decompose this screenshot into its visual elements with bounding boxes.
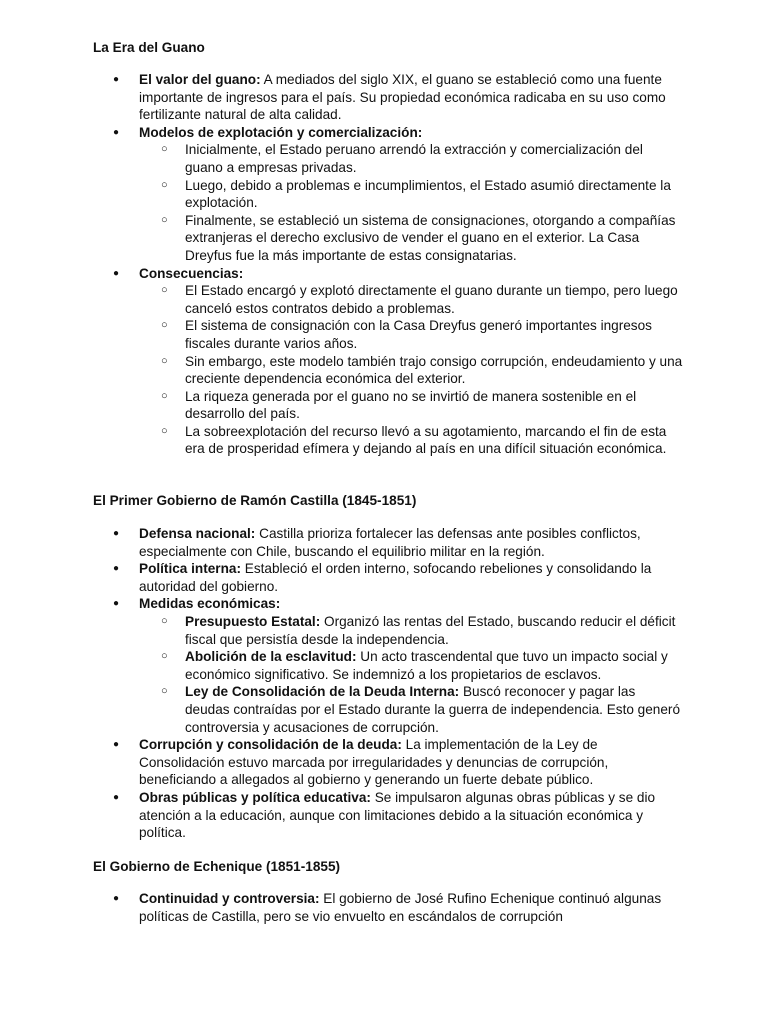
list-item: ● Defensa nacional: Castilla prioriza fortalecer las defensas ante posibles conflictos, especialmente con Chile, buscando el equilibrio militar en la región. [93, 525, 683, 560]
sub-list-item: ○ Luego, debido a problemas e incumplimientos, el Estado asumió directamente la explotación. [93, 177, 683, 212]
sub-list-item: ○ Ley de Consolidación de la Deuda Interna: Buscó reconocer y pagar las deudas contraídas por el Estado durante la guerra de independencia. Esto generó controversia y acusaciones de corrupción. [93, 683, 683, 736]
list-item: ● Política interna: Estableció el orden interno, sofocando rebeliones y consolidando la autoridad del gobierno. [93, 560, 683, 595]
list-item: ● Medidas económicas: ○ Presupuesto Estatal: Organizó las rentas del Estado, buscando reducir el déficit fiscal que persistía desde la independencia. ○ Abolición de la esclavitud: Un acto trascendental que tuvo un impacto social y económico significativo. Se indemnizó a los propietarios de esclavos. ○ Ley de Consolidación de la Deuda Interna: Buscó reconocer y pagar las deudas contraídas por el Estado durante la guerra de independencia. Esto generó controversia y acusaciones de corrupción. [93, 595, 683, 736]
sub-list-item: ○ Finalmente, se estableció un sistema de consignaciones, otorgando a compañías extranjeras el derecho exclusivo de vender el guano en el exterior. La Casa Dreyfus fue la más importante de estas consignatarias. [93, 212, 683, 265]
list-item: ● El valor del guano: A mediados del siglo XIX, el guano se estableció como una fuente importante de ingresos para el país. Su propiedad económica radicaba en su uso como fertilizante natural de alta calidad. [93, 71, 683, 124]
list-item: ● Obras públicas y política educativa: Se impulsaron algunas obras públicas y se dio atención a la educación, aunque con limitaciones debido a la situación económica y política. [93, 789, 683, 842]
guano-list [93, 71, 683, 458]
castilla-list [93, 525, 683, 842]
section-title-guano: La Era del Guano [93, 40, 205, 55]
sub-list-item: ○ Abolición de la esclavitud: Un acto trascendental que tuvo un impacto social y económico significativo. Se indemnizó a los propietarios de esclavos. [93, 648, 683, 683]
echenique-list [93, 890, 683, 925]
list-item: ● Modelos de explotación y comercialización: ○ Inicialmente, el Estado peruano arrendó la extracción y comercialización del guano a empresas privadas. ○ Luego, debido a problemas e incumplimientos, el Estado asumió directamente la explotación. ○ Finalmente, se estableció un sistema de consignaciones, otorgando a compañías extranjeras el derecho exclusivo de vender el guano en el exterior. La Casa Dreyfus fue la más importante de estas consignatarias. [93, 124, 683, 265]
list-item: ● Consecuencias: ○ El Estado encargó y explotó directamente el guano durante un tiempo, pero luego canceló estos contratos debido a problemas. ○ El sistema de consignación con la Casa Dreyfus generó importantes ingresos fiscales durante varios años. ○ Sin embargo, este modelo también trajo consigo corrupción, endeudamiento y una creciente dependencia económica del exterior. ○ La riqueza generada por el guano no se invirtió de manera sostenible en el desarrollo del país. ○ La sobreexplotación del recurso llevó a su agotamiento, marcando el fin de esta era de prosperidad efímera y dejando al país en una difícil situación económica. [93, 265, 683, 459]
sub-list-item: ○ Presupuesto Estatal: Organizó las rentas del Estado, buscando reducir el déficit fiscal que persistía desde la independencia. [93, 613, 683, 648]
list-item: ● Corrupción y consolidación de la deuda: La implementación de la Ley de Consolidación estuvo marcada por irregularidades y denuncias de corrupción, beneficiando a allegados al gobierno y generando un fuerte debate público. [93, 736, 683, 789]
sub-list-item: ○ El sistema de consignación con la Casa Dreyfus generó importantes ingresos fiscales durante varios años. [93, 317, 683, 352]
sub-list-item: ○ Sin embargo, este modelo también trajo consigo corrupción, endeudamiento y una creciente dependencia económica del exterior. [93, 353, 683, 388]
section-title-castilla: El Primer Gobierno de Ramón Castilla (1845-1851) [93, 493, 417, 508]
sub-list-item: ○ La sobreexplotación del recurso llevó a su agotamiento, marcando el fin de esta era de prosperidad efímera y dejando al país en una difícil situación económica. [93, 423, 683, 458]
section-title-echenique: El Gobierno de Echenique (1851-1855) [93, 859, 341, 874]
sub-list-item: ○ El Estado encargó y explotó directamente el guano durante un tiempo, pero luego canceló estos contratos debido a problemas. [93, 282, 683, 317]
sub-list-item: ○ Inicialmente, el Estado peruano arrendó la extracción y comercialización del guano a empresas privadas. [93, 141, 683, 176]
sub-list-item: ○ La riqueza generada por el guano no se invirtió de manera sostenible en el desarrollo del país. [93, 388, 683, 423]
list-item: ● Continuidad y controversia: El gobierno de José Rufino Echenique continuó algunas políticas de Castilla, pero se vio envuelto en escándalos de corrupción [93, 890, 683, 925]
